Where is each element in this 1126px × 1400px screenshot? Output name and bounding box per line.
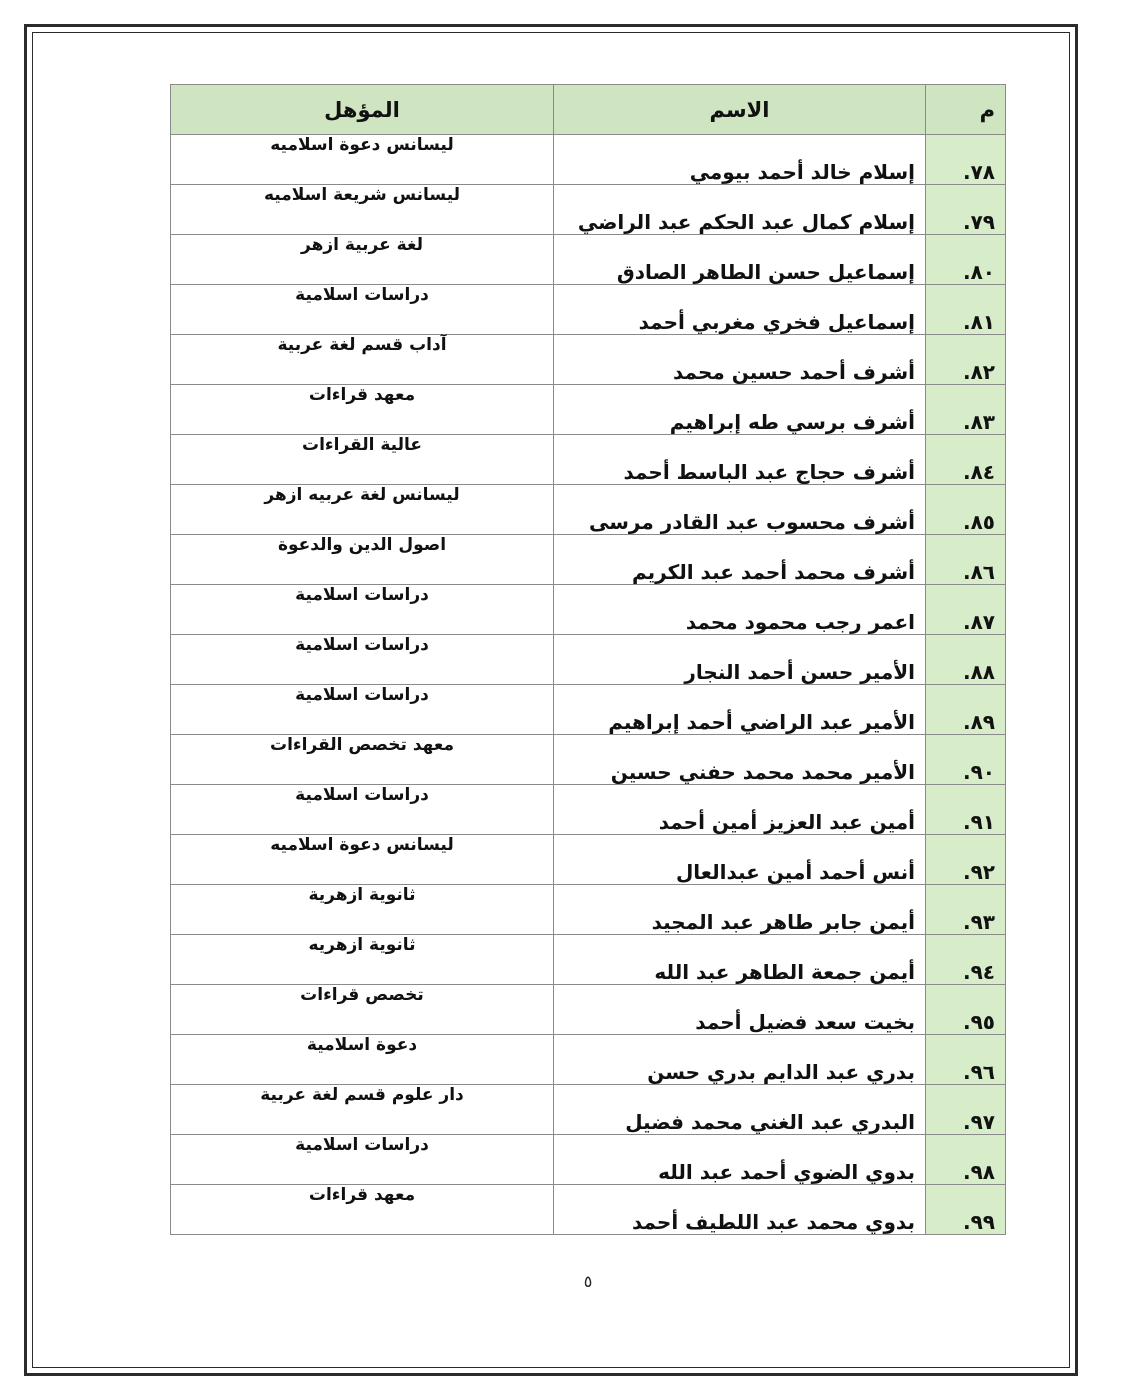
row-number: ٨٥. <box>926 485 1006 535</box>
qualification: ثانوية ازهريه <box>171 935 554 985</box>
qualification: ليسانس دعوة اسلاميه <box>171 135 554 185</box>
header-name: الاسم <box>554 85 926 135</box>
row-number: ٨٧. <box>926 585 1006 635</box>
qualification: دراسات اسلامية <box>171 585 554 635</box>
table-row <box>171 135 1006 185</box>
person-name: أنس أحمد أمين عبدالعال <box>554 835 926 885</box>
table-row <box>171 585 1006 635</box>
person-name: أمين عبد العزيز أمين أحمد <box>554 785 926 835</box>
row-number: ٨٢. <box>926 335 1006 385</box>
qualification: دراسات اسلامية <box>171 285 554 335</box>
qualification: تخصص قراءات <box>171 985 554 1035</box>
table-row <box>171 1035 1006 1085</box>
person-name: اعمر رجب محمود محمد <box>554 585 926 635</box>
person-name: بدوي محمد عبد اللطيف أحمد <box>554 1185 926 1235</box>
qualification: لغة عربية ازهر <box>171 235 554 285</box>
person-name: أشرف برسي طه إبراهيم <box>554 385 926 435</box>
table-row <box>171 885 1006 935</box>
person-name: بخيت سعد فضيل أحمد <box>554 985 926 1035</box>
table-row <box>171 1135 1006 1185</box>
table-row <box>171 385 1006 435</box>
row-number: ٨٨. <box>926 635 1006 685</box>
row-number: ٨٩. <box>926 685 1006 735</box>
qualification: ليسانس لغة عربيه ازهر <box>171 485 554 535</box>
qualification: دراسات اسلامية <box>171 635 554 685</box>
row-number: ٨٠. <box>926 235 1006 285</box>
person-name: أشرف محمد أحمد عبد الكريم <box>554 535 926 585</box>
qualification: ليسانس دعوة اسلاميه <box>171 835 554 885</box>
person-name: أيمن جابر طاهر عبد المجيد <box>554 885 926 935</box>
table-row <box>171 335 1006 385</box>
header-row <box>171 85 1006 135</box>
row-number: ٨١. <box>926 285 1006 335</box>
table-row <box>171 485 1006 535</box>
qualification: دراسات اسلامية <box>171 685 554 735</box>
roster-body <box>171 135 1006 1235</box>
qualification: آداب قسم لغة عربية <box>171 335 554 385</box>
page-number: ٥ <box>583 1272 593 1291</box>
table-row <box>171 235 1006 285</box>
qualification: معهد قراءات <box>171 1185 554 1235</box>
person-name: الأمير حسن أحمد النجار <box>554 635 926 685</box>
table-row <box>171 285 1006 335</box>
person-name: أشرف أحمد حسين محمد <box>554 335 926 385</box>
table-row <box>171 435 1006 485</box>
table-row <box>171 735 1006 785</box>
person-name: إسماعيل فخري مغربي أحمد <box>554 285 926 335</box>
table-row <box>171 535 1006 585</box>
roster-table <box>170 84 1006 1235</box>
person-name: الأمير محمد محمد حفني حسين <box>554 735 926 785</box>
table-row <box>171 1085 1006 1135</box>
row-number: ٩١. <box>926 785 1006 835</box>
row-number: ٩٤. <box>926 935 1006 985</box>
person-name: البدري عبد الغني محمد فضيل <box>554 1085 926 1135</box>
qualification: اصول الدين والدعوة <box>171 535 554 585</box>
table-row <box>171 835 1006 885</box>
table-row <box>171 635 1006 685</box>
table-row <box>171 185 1006 235</box>
row-number: ٩٧. <box>926 1085 1006 1135</box>
row-number: ٩٨. <box>926 1135 1006 1185</box>
qualification: دراسات اسلامية <box>171 1135 554 1185</box>
qualification: عالية القراءات <box>171 435 554 485</box>
table-row <box>171 985 1006 1035</box>
row-number: ٨٣. <box>926 385 1006 435</box>
qualification: ثانوية ازهرية <box>171 885 554 935</box>
table-row <box>171 935 1006 985</box>
table-row <box>171 785 1006 835</box>
row-number: ٩٣. <box>926 885 1006 935</box>
person-name: إسلام خالد أحمد بيومي <box>554 135 926 185</box>
person-name: الأمير عبد الراضي أحمد إبراهيم <box>554 685 926 735</box>
row-number: ٩٩. <box>926 1185 1006 1235</box>
person-name: أشرف حجاج عبد الباسط أحمد <box>554 435 926 485</box>
qualification: دعوة اسلامية <box>171 1035 554 1085</box>
header-qualification: المؤهل <box>171 85 554 135</box>
qualification: دار علوم قسم لغة عربية <box>171 1085 554 1135</box>
person-name: أشرف محسوب عبد القادر مرسى <box>554 485 926 535</box>
person-name: إسماعيل حسن الطاهر الصادق <box>554 235 926 285</box>
person-name: إسلام كمال عبد الحكم عبد الراضي <box>554 185 926 235</box>
person-name: بدوي الضوي أحمد عبد الله <box>554 1135 926 1185</box>
row-number: ٩٦. <box>926 1035 1006 1085</box>
row-number: ٧٨. <box>926 135 1006 185</box>
person-name: بدري عبد الدايم بدري حسن <box>554 1035 926 1085</box>
row-number: ٨٤. <box>926 435 1006 485</box>
table-row <box>171 685 1006 735</box>
row-number: ٩٥. <box>926 985 1006 1035</box>
row-number: ٩٠. <box>926 735 1006 785</box>
qualification: معهد تخصص القراءات <box>171 735 554 785</box>
qualification: معهد قراءات <box>171 385 554 435</box>
row-number: ٨٦. <box>926 535 1006 585</box>
qualification: دراسات اسلامية <box>171 785 554 835</box>
header-number: م <box>926 85 1006 135</box>
table-row <box>171 1185 1006 1235</box>
row-number: ٧٩. <box>926 185 1006 235</box>
person-name: أيمن جمعة الطاهر عبد الله <box>554 935 926 985</box>
row-number: ٩٢. <box>926 835 1006 885</box>
qualification: ليسانس شريعة اسلاميه <box>171 185 554 235</box>
